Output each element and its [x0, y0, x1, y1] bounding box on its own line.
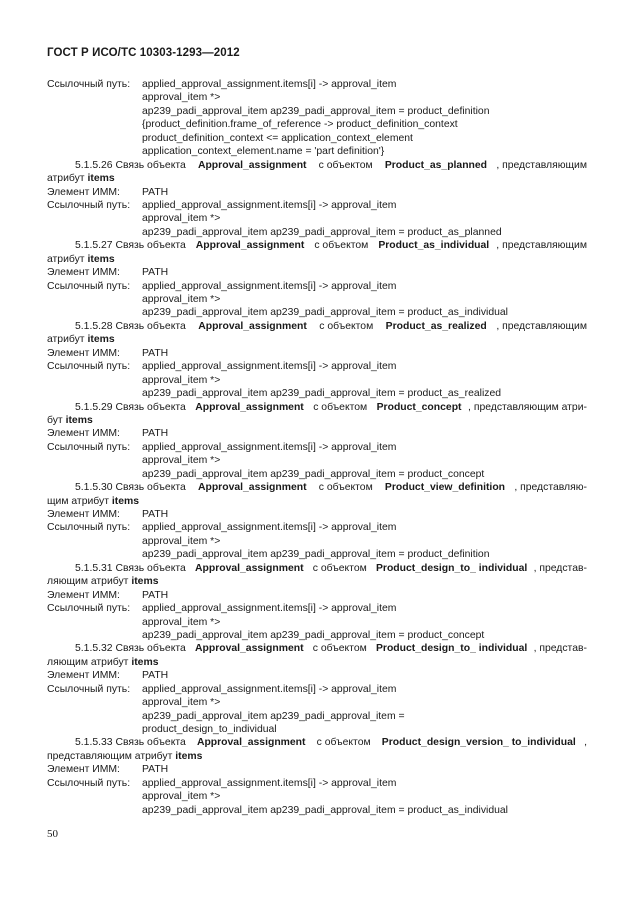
- element-imm-value: PATH: [142, 764, 169, 776]
- section-heading-continuation: [47, 333, 587, 346]
- reference-path-continuation: [47, 212, 587, 225]
- reference-path-text: approval_item *>: [142, 455, 221, 467]
- reference-path-text: application_context_element.name = 'part definition'}: [142, 146, 385, 158]
- reference-path-text: approval_item *>: [142, 374, 221, 386]
- element-imm-label: Элемент ИММ:: [47, 509, 120, 520]
- reference-path-continuation: [47, 616, 587, 629]
- reference-path-text: ap239_padi_approval_item ap239_padi_approval_item = product_concept: [142, 468, 485, 480]
- section-heading-line: [47, 562, 587, 575]
- reference-path-line: [47, 78, 587, 91]
- heading-text: 5.1.5.26 Связь объекта: [75, 159, 189, 171]
- heading-text: ,: [584, 737, 587, 749]
- mapping-section: [47, 736, 587, 817]
- page-header: ГОСТ Р ИСО/ТС 10303-1293—2012: [47, 47, 240, 59]
- mapping-section: [47, 401, 587, 482]
- reference-path-label: Ссылочный путь:: [47, 79, 131, 90]
- reference-path-text: approval_item *>: [142, 92, 221, 104]
- attribute-name: items: [87, 334, 115, 346]
- reference-path-label: Ссылочный путь:: [47, 441, 131, 453]
- element-imm-label: Элемент ИММ:: [47, 670, 120, 682]
- heading-text: 5.1.5.29 Связь объекта: [75, 401, 189, 413]
- reference-path-continuation: [47, 804, 587, 817]
- element-imm-label: Элемент ИММ:: [47, 267, 120, 279]
- attribute-name: items: [131, 576, 159, 588]
- entity-name: Product_design_version_ to_individual: [381, 737, 576, 749]
- reference-path-text: ap239_padi_approval_item ap239_padi_approval_item = product_as_individual: [142, 307, 508, 319]
- attribute-name: items: [111, 495, 139, 507]
- heading-text: с объектом: [311, 240, 372, 252]
- element-imm-line: [47, 266, 587, 279]
- reference-path-continuation: [47, 293, 587, 306]
- entity-name: Product_as_planned: [384, 159, 488, 171]
- element-imm-label: Элемент ИММ:: [47, 589, 120, 601]
- reference-path-line: [47, 360, 587, 373]
- heading-text: 5.1.5.31 Связь объекта: [75, 562, 189, 574]
- element-imm-line: [47, 508, 587, 521]
- reference-path-text: applied_approval_assignment.items[i] -> approval_item: [142, 79, 397, 90]
- element-imm-value: PATH: [142, 589, 169, 601]
- element-imm-value: PATH: [142, 267, 169, 279]
- element-imm-label: Элемент ИММ:: [47, 428, 120, 440]
- attribute-name: items: [65, 414, 93, 426]
- element-imm-value: PATH: [142, 347, 169, 359]
- heading-text: , представляющим атри-: [468, 401, 587, 413]
- section-heading-line: [47, 239, 587, 252]
- mapping-section: [47, 481, 587, 562]
- reference-path-label: Ссылочный путь:: [47, 683, 131, 695]
- reference-path-continuation: [47, 790, 587, 803]
- reference-path-continuation: [47, 118, 587, 131]
- entity-name: Product_as_realized: [385, 320, 487, 332]
- section-heading-continuation: [47, 575, 587, 588]
- heading-text: , представляющим: [496, 240, 587, 252]
- reference-path-continuation: [47, 696, 587, 709]
- reference-path-label: Ссылочный путь:: [47, 522, 131, 534]
- mapping-section: [47, 320, 587, 401]
- section-heading-continuation: [47, 414, 587, 427]
- attribute-name: items: [131, 656, 159, 668]
- reference-path-continuation: [47, 132, 587, 145]
- element-imm-line: [47, 763, 587, 776]
- entity-name: Product_design_to_ individual: [375, 643, 528, 655]
- element-imm-line: [47, 427, 587, 440]
- section-heading-line: [47, 642, 587, 655]
- section-heading-continuation: [47, 750, 587, 763]
- heading-text: 5.1.5.28 Связь объекта: [75, 320, 189, 332]
- reference-path-line: [47, 683, 587, 696]
- heading-text: с объектом: [309, 562, 370, 574]
- mapping-section: [47, 562, 587, 643]
- reference-path-text: approval_item *>: [142, 697, 221, 709]
- reference-path-text: applied_approval_assignment.items[i] -> approval_item: [142, 199, 397, 211]
- element-imm-line: [47, 347, 587, 360]
- sections-list: [47, 159, 587, 817]
- element-imm-line: [47, 186, 587, 199]
- heading-text: , представляю-: [514, 482, 587, 494]
- reference-path-text: ap239_padi_approval_item ap239_padi_approval_item = product_as_planned: [142, 226, 502, 238]
- mapping-section: [47, 159, 587, 240]
- section-heading-line: [47, 159, 587, 172]
- entity-name: Approval_assignment: [195, 401, 304, 413]
- reference-path-text: ap239_padi_approval_item ap239_padi_approval_item = product_definition: [142, 549, 490, 561]
- entity-name: Product_design_to_ individual: [375, 562, 528, 574]
- reference-path-line: [47, 521, 587, 534]
- heading-text: , представ-: [533, 562, 587, 574]
- reference-path-text: ap239_padi_approval_item ap239_padi_approval_item = product_as_individual: [142, 804, 508, 816]
- entity-name: Product_as_individual: [378, 240, 490, 252]
- entity-name: Approval_assignment: [197, 159, 307, 171]
- entity-name: Approval_assignment: [195, 643, 304, 655]
- reference-path-label: Ссылочный путь:: [47, 199, 131, 211]
- heading-text: 5.1.5.27 Связь объекта: [75, 240, 189, 252]
- reference-path-continuation: [47, 387, 587, 400]
- reference-path-line: [47, 602, 587, 615]
- reference-path-text: {product_definition.frame_of_reference -> product_definition_context: [142, 119, 458, 131]
- element-imm-label: Элемент ИММ:: [47, 186, 120, 198]
- reference-path-continuation: [47, 226, 587, 239]
- heading-text: ляющим атрибут: [47, 656, 132, 668]
- reference-path-text: applied_approval_assignment.items[i] -> approval_item: [142, 441, 397, 453]
- element-imm-line: [47, 589, 587, 602]
- heading-text: , представ-: [533, 643, 587, 655]
- page-number: 50: [47, 828, 58, 840]
- section-heading-line: [47, 401, 587, 414]
- reference-path-continuation: [47, 105, 587, 118]
- heading-text: атрибут: [47, 334, 88, 346]
- entity-name: Approval_assignment: [198, 320, 307, 332]
- attribute-name: items: [87, 173, 115, 185]
- reference-path-label: Ссылочный путь:: [47, 777, 131, 789]
- reference-path-line: [47, 199, 587, 212]
- reference-path-text: approval_item *>: [142, 791, 221, 803]
- reference-path-text: applied_approval_assignment.items[i] -> approval_item: [142, 361, 397, 373]
- reference-path-continuation: [47, 374, 587, 387]
- heading-text: с объектом: [309, 643, 370, 655]
- section-heading-continuation: [47, 495, 587, 508]
- reference-path-continuation: [47, 306, 587, 319]
- reference-path-text: approval_item *>: [142, 616, 221, 628]
- element-imm-label: Элемент ИММ:: [47, 764, 120, 776]
- entity-name: Approval_assignment: [197, 482, 307, 494]
- reference-path-continuation: [47, 535, 587, 548]
- reference-path-continuation: [47, 454, 587, 467]
- section-heading-line: [47, 481, 587, 494]
- reference-path-continuation: [47, 629, 587, 642]
- reference-path-text: applied_approval_assignment.items[i] -> approval_item: [142, 603, 397, 615]
- element-imm-value: PATH: [142, 509, 169, 520]
- entity-name: Product_concept: [376, 401, 462, 413]
- reference-path-line: [47, 777, 587, 790]
- reference-path-text: applied_approval_assignment.items[i] -> approval_item: [142, 280, 397, 292]
- heading-text: с объектом: [316, 320, 377, 332]
- element-imm-label: Элемент ИММ:: [47, 347, 120, 359]
- reference-path-continuation: [47, 710, 587, 723]
- heading-text: атрибут: [47, 253, 88, 265]
- section-heading-line: [47, 736, 587, 749]
- mapping-section: [47, 239, 587, 320]
- attribute-name: items: [175, 750, 203, 762]
- reference-path-text: product_definition_context <= application_context_element: [142, 132, 413, 144]
- reference-path-text: applied_approval_assignment.items[i] -> approval_item: [142, 777, 397, 789]
- heading-text: атрибут: [47, 173, 88, 185]
- section-heading-continuation: [47, 656, 587, 669]
- element-imm-value: PATH: [142, 186, 169, 198]
- heading-text: ляющим атрибут: [47, 576, 132, 588]
- reference-path-text: ap239_padi_approval_item ap239_padi_approval_item = product_concept: [142, 629, 485, 641]
- heading-text: с объектом: [310, 401, 371, 413]
- reference-path-line: [47, 280, 587, 293]
- entity-name: Approval_assignment: [195, 562, 304, 574]
- heading-text: 5.1.5.30 Связь объекта: [75, 482, 189, 494]
- reference-path-label: Ссылочный путь:: [47, 280, 131, 292]
- heading-text: 5.1.5.33 Связь объекта: [75, 737, 189, 749]
- heading-text: с объектом: [315, 159, 376, 171]
- entity-name: Approval_assignment: [195, 240, 305, 252]
- reference-path-text: ap239_padi_approval_item ap239_padi_approval_item = product_as_realized: [142, 388, 502, 400]
- element-imm-line: [47, 669, 587, 682]
- reference-path-continuation: [47, 548, 587, 561]
- entity-name: Product_view_definition: [384, 482, 506, 494]
- reference-path-text: approval_item *>: [142, 213, 221, 225]
- reference-path-text: product_design_to_individual: [142, 724, 277, 735]
- heading-text: , представляющим: [496, 320, 587, 332]
- reference-path-text: applied_approval_assignment.items[i] -> approval_item: [142, 683, 397, 695]
- heading-text: , представляющим: [496, 159, 587, 171]
- reference-path-block: [47, 78, 587, 159]
- section-heading-line: [47, 320, 587, 333]
- heading-text: бут: [47, 414, 66, 426]
- reference-path-continuation: [47, 723, 587, 736]
- heading-text: с объектом: [315, 482, 376, 494]
- reference-path-label: Ссылочный путь:: [47, 361, 131, 373]
- reference-path-continuation: [47, 468, 587, 481]
- attribute-name: items: [87, 253, 115, 265]
- mapping-section: [47, 642, 587, 736]
- heading-text: 5.1.5.32 Связь объекта: [75, 643, 189, 655]
- reference-path-text: applied_approval_assignment.items[i] -> approval_item: [142, 522, 397, 534]
- reference-path-line: [47, 441, 587, 454]
- reference-path-text: ap239_padi_approval_item ap239_padi_approval_item = product_definition: [142, 105, 490, 117]
- reference-path-continuation: [47, 91, 587, 104]
- entity-name: Approval_assignment: [196, 737, 306, 749]
- reference-path-label: Ссылочный путь:: [47, 603, 131, 615]
- heading-text: щим атрибут: [47, 495, 112, 507]
- element-imm-value: PATH: [142, 670, 169, 682]
- heading-text: с объектом: [313, 737, 374, 749]
- section-heading-continuation: [47, 172, 587, 185]
- reference-path-text: approval_item *>: [142, 294, 221, 305]
- document-body: [47, 78, 587, 817]
- reference-path-text: approval_item *>: [142, 535, 221, 547]
- reference-path-continuation: [47, 145, 587, 158]
- section-heading-continuation: [47, 253, 587, 266]
- heading-text: представляющим атрибут: [47, 750, 176, 762]
- element-imm-value: PATH: [142, 428, 169, 440]
- reference-path-text: ap239_padi_approval_item ap239_padi_approval_item =: [142, 710, 405, 722]
